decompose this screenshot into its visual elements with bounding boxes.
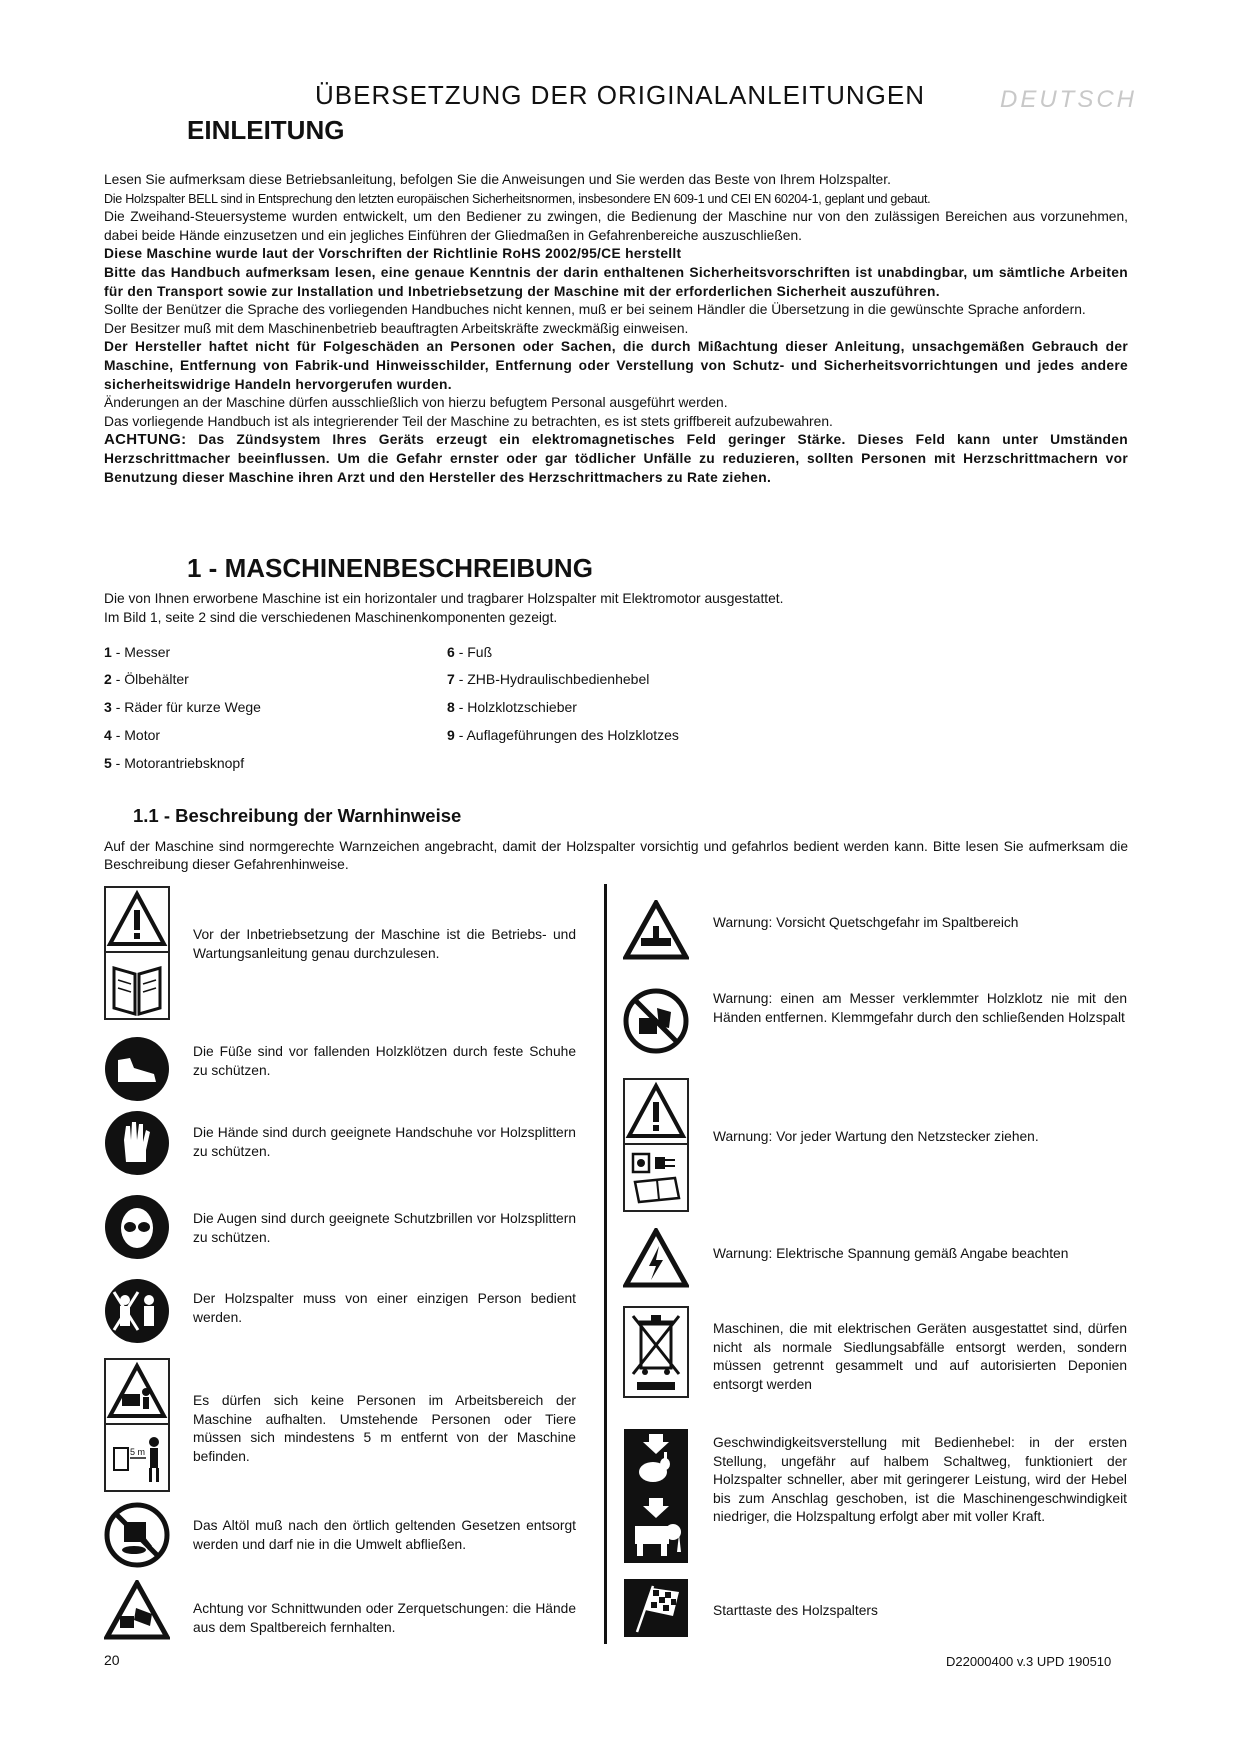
no-hand-removal-icon [623,988,689,1059]
warning-label: ACHTUNG: [104,431,187,449]
warning-text-start-flag: Starttaste des Holzspalters [713,1603,878,1618]
warning-text-weee-bin: Maschinen, die mit elektrischen Geräten ausgestattet sind, dürfen nicht als normale Siedlungsabfälle entsorgt werden, sondern müssen getrennt gesammelt und auf autorisierten Deponien entsorgt werden [713,1321,1127,1392]
intro-p4: Diese Maschine wurde laut der Vorschriften der Richtlinie RoHS 2002/95/CE herstellt [104,246,682,262]
intro-p3: Die Zweihand-Steuersysteme wurden entwickelt, um den Bediener zu zwingen, die Bedienung der Maschine nur von den zulässigen Bereichen aus vorzunehmen, dabei beide Hände einzusetzen und ein jegliches Einführen der Gliedmaßen in Gefahrenbereiche auszuschließen. [104,209,1128,243]
part-item: 5 - Motorantriebsknopf [104,755,245,771]
warning-text-read-manual: Vor der Inbetriebsetzung der Maschine ist die Betriebs- und Wartungsanleitung genau durchzulesen. [193,927,576,961]
read-manual-icon [104,886,170,1025]
part-item: 8 - Holzklotzschieber [447,699,577,715]
warning-text-single-operator: Der Holzspalter muss von einer einzigen Person bedient werden. [193,1291,576,1325]
intro-text [104,171,1128,487]
warning-text-keep-distance: Es dürfen sich keine Personen im Arbeitsbereich der Maschine aufhalten. Umstehende Personen oder Tiere müssen sich mindestens 5 m entfernt von der Maschine befinden. [193,1393,576,1464]
page-number: 20 [104,1652,120,1668]
crush-hazard-icon [623,900,689,965]
single-operator-icon [104,1278,170,1349]
warning-text: Das Zündsystem Ihres Geräts erzeugt ein elektromagnetisches Feld geringer Stärke. Dieses Feld kann unter Umständen Herzschrittmacher beeinflussen. Um die Gefahr ernster oder gar tödlicher Unfälle zu reduzieren, sollten Personen mit Herzschrittmachern vor Benutzung dieser Maschine ihren Arzt und den Hersteller des Herzschrittmachers zu Rate ziehen. [104,432,1128,485]
distance-label: 5 m [130,1447,146,1457]
language-label: DEUTSCH [1000,86,1138,113]
part-item: 2 - Ölbehälter [104,671,189,687]
column-divider [604,884,607,1644]
intro-p1: Lesen Sie aufmerksam diese Betriebsanleitung, befolgen Sie die Anweisungen und Sie werden das Beste von Ihrem Holzspalter. [104,172,891,187]
unplug-before-maintenance-icon [623,1078,689,1217]
part-item: 4 - Motor [104,727,161,743]
warning-text-hand-crush: Achtung vor Schnittwunden oder Zerquetschungen: die Hände aus dem Spaltbereich fernhalten. [193,1601,576,1635]
intro-heading: EINLEITUNG [187,115,345,145]
document-id: D22000400 v.3 UPD 190510 [946,1654,1112,1669]
intro-p2: Die Holzspalter BELL sind in Entsprechung den letzten europäischen Sicherheitsnormen, insbesondere EN 609-1 und CEI EN 60204-1, geplant und gebaut. [104,191,931,206]
machine-desc-1: Die von Ihnen erworbene Maschine ist ein horizontaler und tragbarer Holzspalter mit Elektromotor ausgestattet. [104,591,784,606]
start-flag-icon [623,1578,689,1643]
warning-text-no-hand-removal: Warnung: einen am Messer verklemmter Holzklotz nie mit den Händen entfernen. Klemmgefahr durch den schließenden Holzspalt [713,991,1127,1025]
no-oil-dumping-icon [104,1502,170,1573]
weee-bin-icon [623,1306,689,1403]
intro-p6: Sollte der Benützer die Sprache des vorliegenden Handbuches nicht kennen, muß er bei seinem Händler die Übersetzung in die gewünschte Sprache anfordern. [104,302,1086,318]
intro-warning [104,431,1128,487]
electric-voltage-icon [623,1228,689,1293]
safety-goggles-icon [104,1194,170,1265]
hand-crush-icon [104,1580,170,1645]
machine-desc-2: Im Bild 1, seite 2 sind die verschiedenen Maschinenkomponenten gezeigt. [104,609,558,625]
speed-lever-icon [623,1428,689,1569]
warning-text-safety-goggles: Die Augen sind durch geeignete Schutzbrillen vor Holzsplittern zu schützen. [193,1211,576,1245]
part-item: 7 - ZHB-Hydraulischbedienhebel [447,671,650,687]
warning-text-crush-hazard: Warnung: Vorsicht Quetschgefahr im Spaltbereich [713,915,1019,930]
intro-p5: Bitte das Handbuch aufmerksam lesen, eine genaue Kenntnis der darin enthaltenen Sicherheitsvorschriften ist unabdingbar, um sämtliche Arbeiten für den Transport sowie zur Installation und Inbetriebsetzung der Maschine mit der erforderlichen Sicherheit auszuführen. [104,264,1128,299]
warnings-description: Auf der Maschine sind normgerechte Warnzeichen angebracht, damit der Holzspalter vorsichtig und gefahrlos bedient werden kann. Bitte lesen Sie aufmerksam die Beschreibung dieser Gefahrenhinweise. [104,839,1128,872]
intro-p10: Das vorliegende Handbuch ist als integrierender Teil der Maschine zu betrachten, es ist stets griffbereit aufzubewahren. [104,413,833,429]
warning-text-electric-voltage: Warnung: Elektrische Spannung gemäß Angabe beachten [713,1246,1069,1261]
warning-text-safety-gloves: Die Hände sind durch geeignete Handschuhe vor Holzsplittern zu schützen. [193,1125,576,1159]
subsection-heading-warnings: 1.1 - Beschreibung der Warnhinweise [133,805,462,826]
warning-text-safety-shoes: Die Füße sind vor fallenden Holzklötzen durch feste Schuhe zu schützen. [193,1044,576,1078]
intro-p8: Der Hersteller haftet nicht für Folgeschäden an Personen oder Sachen, die durch Mißachtung dieser Anleitung, unsachgemäßen Gebrauch der Maschine, Entfernung von Fabrik-und Hinweisschilder, Entfernung oder Verstellung von Schutz- und Sicherheitsvorrichtungen und jedes andere sicherheitswidrige Handeln hervorgerufen wurden. [104,339,1128,392]
warning-text-unplug-before-maintenance: Warnung: Vor jeder Wartung den Netzstecker ziehen. [713,1129,1039,1144]
part-item: 6 - Fuß [447,644,493,660]
machine-description [104,590,1124,627]
safety-shoes-icon [104,1036,170,1107]
section-heading-machine-description: 1 - MASCHINENBESCHREIBUNG [187,553,593,583]
warning-text-speed-lever: Geschwindigkeitsverstellung mit Bedienhebel: in der ersten Stellung, ungefähr auf halbem Schaltweg, funktioniert der Holzspalter schneller, aber mit geringerer Leistung, wird der Hebel bis zum Anschlag geschoben, ist die Maschinengeschwindigkeit niedriger, die Holzspaltung erfolgt aber mit voller Kraft. [713,1435,1127,1524]
safety-gloves-icon [104,1110,170,1181]
keep-distance-icon [104,1358,170,1497]
part-item: 3 - Räder für kurze Wege [104,699,261,715]
warning-text-no-oil-dumping: Das Altöl muß nach den örtlich geltenden Gesetzen entsorgt werden und darf nie in die Umwelt abfließen. [193,1518,576,1552]
document-title: ÜBERSETZUNG DER ORIGINALANLEITUNGEN [315,80,925,110]
intro-p9: Änderungen an der Maschine dürfen ausschließlich von hierzu befugtem Personal ausgeführt werden. [104,395,728,411]
part-item: 1 - Messer [104,644,171,660]
part-item: 9 - Auflageführungen des Holzklotzes [447,727,679,743]
intro-p7: Der Besitzer muß mit dem Maschinenbetrieb beauftragten Arbeitskräfte zweckmäßig einweisen. [104,320,689,336]
